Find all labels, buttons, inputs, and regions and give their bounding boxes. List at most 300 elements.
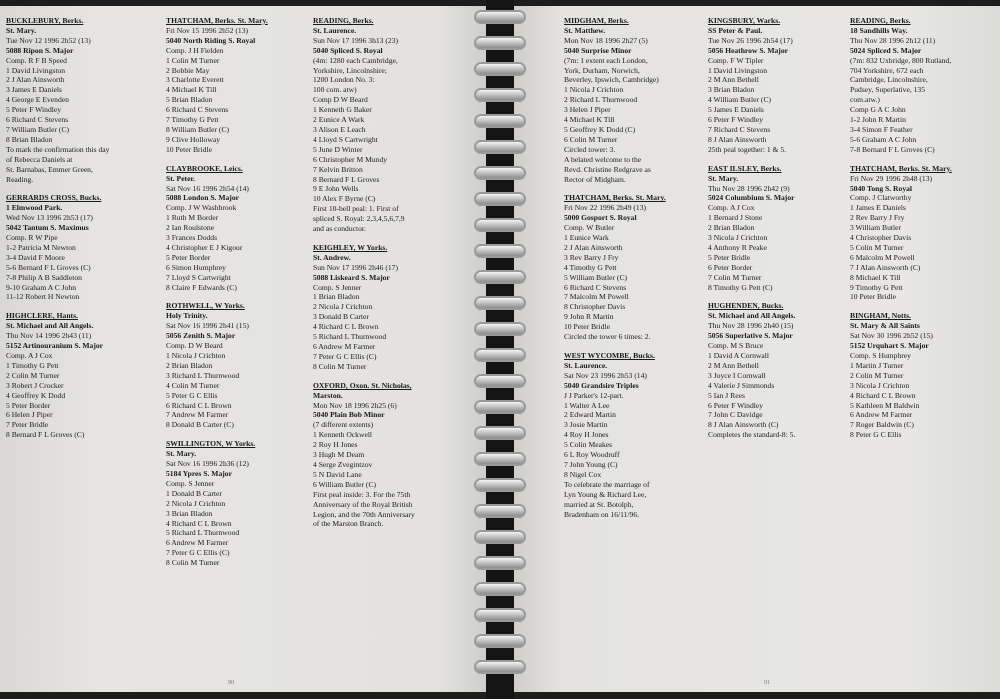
peal-line: Comp. S Jenner xyxy=(166,478,215,488)
peal-place: ROTHWELL, W Yorks. xyxy=(166,301,245,311)
binding-coil xyxy=(474,296,526,310)
peal-line: 8 William Butler (C) xyxy=(166,124,230,134)
peal-line: 3 Brian Bladon xyxy=(708,85,755,95)
peal-line: Comp. R W Pipe xyxy=(6,233,58,243)
peal-date: Mon Nov 18 1996 2h25 (6) xyxy=(313,400,397,410)
peal-entry xyxy=(850,164,1000,303)
peal-line: Rector of Midgham. xyxy=(564,174,626,184)
binding-coil xyxy=(474,478,526,492)
binding-coil xyxy=(474,192,526,206)
peal-dedication: St. Mary & All Saints xyxy=(850,321,920,331)
peal-place: OXFORD, Oxon. St. Nicholas, xyxy=(313,380,412,390)
peal-line: 6 Andrew M Farmer xyxy=(313,342,376,351)
peal-dedication: St. Mary. xyxy=(166,449,197,459)
peal-date: Fri Nov 29 1996 2h48 (13) xyxy=(850,173,933,183)
right-page xyxy=(514,6,1000,692)
peal-line: 5 Peter Border xyxy=(166,252,211,262)
peal-date: Sat Nov 16 1996 2h36 (12) xyxy=(166,459,249,469)
peal-method: 5024 Spliced S. Major xyxy=(850,45,922,55)
peal-place: THATCHAM, Berks. St. Mary. xyxy=(166,16,268,25)
binding-coil xyxy=(474,660,526,674)
peal-line: 5 Peter G C Ellis xyxy=(166,390,218,400)
binding-coil xyxy=(474,452,526,466)
peal-line: A belated welcome to the xyxy=(564,154,642,164)
peal-method: 5040 Grandsire Triples xyxy=(564,380,639,390)
peal-line: 5 Colin M Turner xyxy=(850,242,904,252)
peal-line: 6 Andrew M Farmer xyxy=(166,538,229,548)
peal-method: 5184 Ypres S. Major xyxy=(166,468,232,478)
peal-line: To celebrate the marriage of xyxy=(564,479,650,489)
peal-line: Comp. A J Cox xyxy=(6,351,53,360)
peal-line: 3 William Butler xyxy=(850,223,902,233)
peal-line: 1 Martin J Turner xyxy=(850,360,904,370)
binding-coil xyxy=(474,582,526,596)
peal-line: 7 Peter Bridle xyxy=(6,420,49,430)
peal-line: 3-4 David F Moore xyxy=(6,252,65,262)
binding-coil xyxy=(474,322,526,336)
peal-place: MIDGHAM, Berks. xyxy=(564,16,629,25)
peal-line: 5 Peter F Windley xyxy=(6,105,62,115)
binding-coil xyxy=(474,270,526,284)
peal-line: 7 Andrew M Farmer xyxy=(166,410,229,420)
peal-line: 7 William Butler (C) xyxy=(6,124,70,134)
peal-place: CLAYBROOKE, Leics. xyxy=(166,163,243,173)
peal-line: 5-6 Graham A C John xyxy=(850,134,917,144)
right-columns xyxy=(514,16,1000,672)
peal-line: York, Durham, Norwich, xyxy=(564,65,640,75)
peal-line: Lyn Young & Richard Lee, xyxy=(564,489,647,499)
peal-line: 4 Michael K Till xyxy=(166,85,217,95)
peal-line: 1 Colin M Turner xyxy=(166,55,220,65)
peal-line: 1-2 Patricia M Newton xyxy=(6,242,76,252)
peal-dedication: St. Mary. xyxy=(6,25,37,35)
peal-line: 5 N David Lane xyxy=(313,469,362,479)
peal-line: (7m: 832 Uxbridge, 800 Rutland, xyxy=(850,55,952,65)
peal-line: 8 Bernard F L Groves xyxy=(313,174,380,184)
peal-date: Tue Nov 26 1996 2h54 (17) xyxy=(708,35,793,45)
peal-line: 6 L Roy Woodruff xyxy=(564,450,620,460)
peal-method: 5040 Plain Bob Minor xyxy=(313,410,385,420)
binding-coil xyxy=(474,88,526,102)
peal-line: 6 Peter Border xyxy=(708,262,753,272)
peal-line: 5 Richard L Thurnwood xyxy=(313,332,387,342)
peal-line: Comp D W Beard xyxy=(313,95,368,105)
peal-line: 1 Nicola J Crichton xyxy=(166,351,226,360)
peal-line: 4 Timothy G Pett xyxy=(564,262,617,272)
peal-line: 2 M Ann Bethell xyxy=(708,75,759,85)
peal-line: 10 Alex F Byrne (C) xyxy=(313,194,376,204)
peal-line: 10 Peter Bridle xyxy=(850,292,896,302)
peal-line: 5 Kathleen M Baldwin xyxy=(850,400,920,410)
right-column-1 xyxy=(564,16,714,528)
peal-line: spliced S. Royal: 2,3,4,5,6,7,9 xyxy=(313,214,405,224)
right-page-number: 91 xyxy=(764,680,770,686)
peal-line: 4 Christopher Davis xyxy=(850,233,912,243)
peal-date: Fri Nov 15 1996 2h52 (13) xyxy=(166,25,249,35)
right-column-2 xyxy=(708,16,858,449)
peal-place: KINGSBURY, Warks. xyxy=(708,16,781,25)
peal-line: (4m: 1280 each Cambridge, xyxy=(313,55,398,65)
peal-line: married at St. Botolph, xyxy=(564,499,634,509)
peal-line: com.atw.) xyxy=(850,95,880,105)
peal-line: 2 Eunice A Wark xyxy=(313,115,365,125)
peal-line: 1 Kenneth G Baker xyxy=(313,105,372,115)
peal-line: Comp. R F B Speed xyxy=(6,55,67,65)
peal-dedication: 18 Sandhills Way. xyxy=(850,25,908,35)
peal-line: 7-8 Philip A B Saddleton xyxy=(6,272,82,282)
peal-line: 11-12 Robert H Newton xyxy=(6,292,80,302)
peal-line: 2 Nicola J Crichton xyxy=(166,498,226,508)
binding-coil xyxy=(474,608,526,622)
binding-coil xyxy=(474,400,526,414)
peal-line: 5 June D Winter xyxy=(313,144,363,154)
peal-line: 3 Josie Martin xyxy=(564,420,608,430)
peal-entry xyxy=(708,164,858,293)
peal-method: 5040 Tong S. Royal xyxy=(850,183,913,193)
peal-line: 3 Helen J Piper xyxy=(564,105,611,115)
peal-line: 4 Lloyd S Cartwright xyxy=(313,134,378,144)
binding-coil xyxy=(474,504,526,518)
peal-dedication: St. Andrew. xyxy=(313,252,351,262)
peal-line: 5 Geoffrey K Dodd (C) xyxy=(564,124,636,134)
peal-line: 2 Rev Barry J Fry xyxy=(850,213,905,223)
peal-line: 2 Colin M Turner xyxy=(850,370,904,380)
peal-line: 2 M Ann Bethell xyxy=(708,360,759,370)
peal-entry xyxy=(166,301,316,430)
peal-place: WEST WYCOMBE, Bucks. xyxy=(564,351,655,360)
peal-line: 1 David Livingston xyxy=(6,65,66,75)
peal-date: Sat Nov 16 1996 2h41 (15) xyxy=(166,321,249,331)
binding-coil xyxy=(474,348,526,362)
peal-line: 5 Colin Meakes xyxy=(564,440,613,450)
peal-line: 9-10 Graham A C John xyxy=(6,282,77,292)
peal-line: Comp. A J Cox xyxy=(708,203,755,213)
peal-line: 9 E John Wells xyxy=(313,184,359,194)
peal-line: 8 Christopher Davis xyxy=(564,302,626,312)
peal-place: THATCHAM, Berks. St. Mary. xyxy=(850,163,952,173)
peal-line: 6 Colin M Turner xyxy=(564,134,618,144)
left-column-3 xyxy=(313,16,463,538)
peal-place: BINGHAM, Notts. xyxy=(850,311,911,321)
peal-date: Fri Nov 22 1996 2h49 (13) xyxy=(564,203,647,213)
peal-line: 1 James E Daniels xyxy=(850,203,906,213)
binding-coil xyxy=(474,530,526,544)
binding-coil xyxy=(474,244,526,258)
peal-dedication: SS Peter & Paul. xyxy=(708,25,763,35)
peal-line: 1200 London No. 3: xyxy=(313,75,375,85)
peal-line: 7 J Alan Ainsworth (C) xyxy=(850,262,921,272)
peal-line: 3 Hugh M Deam xyxy=(313,450,365,460)
peal-line: 6 Richard C L Brown xyxy=(166,400,232,410)
peal-entry xyxy=(708,301,858,440)
peal-date: Thu Nov 28 1996 2h12 (11) xyxy=(850,35,936,45)
peal-line: 3 Richard L Thurnwood xyxy=(166,370,240,380)
peal-line: Reading. xyxy=(6,174,34,184)
peal-method: 5024 Columbium S. Major xyxy=(708,193,795,203)
peal-method: 5040 Surprise Minor xyxy=(564,45,632,55)
peal-line: Comp. F W Tipler xyxy=(708,55,764,65)
peal-dedication: 1 Elmwood Park. xyxy=(6,203,63,213)
peal-dedication: St. Laurence. xyxy=(313,25,357,35)
peal-date: Sun Nov 17 1996 2h46 (17) xyxy=(313,262,399,272)
peal-line: Comp. D W Beard xyxy=(166,341,223,351)
peal-line: 1-2 John R Martin xyxy=(850,115,906,125)
peal-entry xyxy=(313,243,463,372)
right-column-3 xyxy=(850,16,1000,449)
peal-method: 5056 Zenith S. Major xyxy=(166,331,236,341)
peal-line: 3 Donald B Carter xyxy=(313,312,369,322)
binding-coil xyxy=(474,140,526,154)
peal-line: 9 Clive Holloway xyxy=(166,134,220,144)
peal-dedication: St. Michael and All Angels. xyxy=(6,321,94,331)
peal-line: 5 Peter Bridle xyxy=(708,252,751,262)
peal-line: 3 Nicola J Crichton xyxy=(850,380,910,390)
peal-method: 5000 Gosport S. Royal xyxy=(564,213,637,223)
peal-line: 1 Nicola J Crichton xyxy=(564,85,624,95)
peal-entry xyxy=(313,16,463,234)
peal-dedication: Holy Trinity. xyxy=(166,311,208,321)
peal-entry xyxy=(564,16,714,184)
peal-line: 1 Kenneth Ockwell xyxy=(313,430,373,440)
peal-line: Comp. W Butler xyxy=(564,223,615,233)
peal-line: (7 different extents) xyxy=(313,420,374,430)
peal-date: Thu Nov 14 1996 2h43 (11) xyxy=(6,331,92,341)
peal-entry xyxy=(850,311,1000,440)
peal-line: 3 Alison E Leach xyxy=(313,124,366,134)
peal-line: (7m: 1 extent each London, xyxy=(564,55,648,65)
peal-line: 10 Peter Bridle xyxy=(564,322,610,332)
peal-line: 7 John Young (C) xyxy=(564,459,618,469)
peal-line: Cambridge, Lincolnshire, xyxy=(850,75,928,85)
peal-line: 10 Peter Bridle xyxy=(166,144,212,154)
peal-line: First peal inside: 3. For the 75th xyxy=(313,489,411,499)
peal-line: 2 Colin M Turner xyxy=(6,370,60,380)
peal-entry xyxy=(850,16,1000,155)
peal-line: 6 Simon Humphrey xyxy=(166,262,226,272)
peal-line: 7 Malcolm M Powell xyxy=(564,292,629,302)
peal-line: 8 Colin M Turner xyxy=(166,558,220,568)
left-column-2 xyxy=(166,16,316,577)
peal-line: Anniversary of the Royal British xyxy=(313,499,413,509)
peal-line: 6 Helen J Piper xyxy=(6,410,53,420)
peal-line: 1 Bernard J Stone xyxy=(708,213,763,223)
peal-line: 1 Timothy G Pett xyxy=(6,360,59,370)
left-column-1 xyxy=(6,16,156,449)
peal-entry xyxy=(166,164,316,293)
peal-method: 5152 Artinouranium S. Major xyxy=(6,341,104,351)
peal-line: 2 Brian Bladon xyxy=(166,360,213,370)
peal-place: HIGHCLERE, Hants. xyxy=(6,311,78,321)
peal-line: 8 Colin M Turner xyxy=(313,361,367,371)
binding-coil xyxy=(474,36,526,50)
peal-line: 1 Ruth M Border xyxy=(166,213,219,223)
peal-line: 1 David Livingston xyxy=(708,65,768,75)
binding-coil xyxy=(474,634,526,648)
peal-line: 7 Richard C Stevens xyxy=(708,124,771,134)
peal-place: SWILLINGTON, W Yorks. xyxy=(166,439,256,449)
peal-line: 5 William Butler (C) xyxy=(564,272,628,282)
peal-line: 4 Serge Zvegintzov xyxy=(313,459,373,469)
peal-line: Pudsey, Superlative, 135 xyxy=(850,85,926,95)
peal-line: 8 Michael K Till xyxy=(850,272,901,282)
peal-line: Completes the standard-8: 5. xyxy=(708,430,796,440)
peal-entry xyxy=(166,439,316,568)
peal-line: 2 Bobbie May xyxy=(166,65,210,75)
peal-line: 2 Roy H Jones xyxy=(313,440,358,450)
peal-method: 5088 Liskeard S. Major xyxy=(313,272,390,282)
peal-date: Sun Nov 17 1996 3h13 (23) xyxy=(313,35,399,45)
peal-date: Thu Nov 28 1996 2h40 (15) xyxy=(708,321,794,331)
peal-line: Comp. M S Bruce xyxy=(708,341,764,351)
peal-date: Tue Nov 12 1996 2h52 (13) xyxy=(6,35,91,45)
peal-line: 3 Frances Dodds xyxy=(166,233,218,243)
peal-line: 5 James E Daniels xyxy=(708,105,764,115)
peal-line: 6 Christopher M Mundy xyxy=(313,154,388,164)
peal-line: 7 Colin M Turner xyxy=(708,272,762,282)
peal-line: 3 Nicola J Crichton xyxy=(708,233,768,243)
peal-entry xyxy=(6,16,156,184)
binding-coil xyxy=(474,62,526,76)
peal-line: 2 Nicola J Crichton xyxy=(313,302,373,312)
left-columns xyxy=(0,16,486,672)
peal-date: Sat Nov 30 1996 2h52 (15) xyxy=(850,331,933,341)
peal-entry xyxy=(313,381,463,530)
peal-line: 4 Richard C L Brown xyxy=(850,390,916,400)
peal-line: 6 Peter F Windley xyxy=(708,115,764,125)
peal-dedication: St. Matthew. xyxy=(564,25,606,35)
peal-line: 3 James E Daniels xyxy=(6,85,62,95)
peal-entry xyxy=(6,193,156,302)
peal-line: 2 Edward Martin xyxy=(564,410,616,420)
peal-line: Beverley, Ipswich, Cambridge) xyxy=(564,75,659,85)
peal-line: 4 George E Evenden xyxy=(6,95,69,105)
peal-place: BUCKLEBURY, Berks. xyxy=(6,16,84,25)
peal-line: 8 J Alan Ainsworth (C) xyxy=(708,420,779,430)
peal-method: 5042 Tantum S. Maximus xyxy=(6,223,89,233)
peal-line: 7-8 Bernard F L Groves (C) xyxy=(850,144,935,154)
peal-line: J J Parker's 12-part. xyxy=(564,390,624,400)
peal-line: 9 John R Martin xyxy=(564,312,614,322)
peal-line: 4 Richard C L Brown xyxy=(313,322,379,332)
peal-line: 2 Richard L Thurnwood xyxy=(564,95,638,105)
peal-line: 3-4 Simon F Feather xyxy=(850,124,913,134)
peal-entry xyxy=(6,311,156,440)
binding-coil xyxy=(474,374,526,388)
peal-line: 4 Anthony R Peake xyxy=(708,242,767,252)
peal-line: 1 Brian Bladon xyxy=(313,292,360,302)
peal-line: Comp. J W Washbrook xyxy=(166,203,237,213)
peal-line: 5 Brian Bladon xyxy=(166,95,213,105)
peal-line: 6 Richard C Stevens xyxy=(166,105,229,115)
peal-line: 3 Charlotte Everett xyxy=(166,75,224,85)
peal-line: First 10-bell peal: 1. First of xyxy=(313,204,399,214)
peal-line: 3 Rev Barry J Fry xyxy=(564,252,619,262)
peal-method: 5088 Ripon S. Major xyxy=(6,45,74,55)
peal-method: 5040 Spliced S. Royal xyxy=(313,45,383,55)
peal-line: 7 Lloyd S Cartwright xyxy=(166,272,231,282)
peal-line: 7 Peter G C Ellis (C) xyxy=(166,548,230,558)
peal-line: Comp. S Humphrey xyxy=(850,351,911,360)
peal-dedication: Marston. xyxy=(313,390,343,400)
left-page-number: 90 xyxy=(228,680,234,686)
peal-line: 100 com. atw) xyxy=(313,85,357,95)
peal-line: 1 David A Cornwall xyxy=(708,351,769,360)
peal-line: 6 Malcolm M Powell xyxy=(850,252,915,262)
peal-date: Wed Nov 13 1996 2h53 (17) xyxy=(6,213,93,223)
peal-line: 3 Brian Bladon xyxy=(166,508,213,518)
peal-line: 7 Roger Baldwin (C) xyxy=(850,420,914,430)
peal-place: GERRARDS CROSS, Bucks. xyxy=(6,193,102,203)
peal-method: 5040 North Riding S. Royal xyxy=(166,35,256,45)
peal-entry xyxy=(166,16,316,155)
peal-line: 4 Valerie J Simmonds xyxy=(708,380,775,390)
peal-line: 4 Roy H Jones xyxy=(564,430,609,440)
peal-line: 4 Richard C L Brown xyxy=(166,518,232,528)
peal-place: EAST ILSLEY, Berks. xyxy=(708,163,782,173)
peal-line: 2 J Alan Ainsworth xyxy=(6,75,65,85)
peal-line: 704 Yorkshire, 672 each xyxy=(850,65,924,75)
binding-coil xyxy=(474,10,526,24)
peal-line: 4 Colin M Turner xyxy=(166,380,220,390)
peal-line: Comp. S Jenner xyxy=(313,282,362,292)
peal-line: 7 Timothy G Pett xyxy=(166,115,219,125)
peal-line: 1 Donald B Carter xyxy=(166,488,222,498)
peal-line: 8 J Alan Ainsworth xyxy=(708,134,767,144)
peal-line: 8 Donald B Carter (C) xyxy=(166,420,234,430)
peal-line: 2 J Alan Ainsworth xyxy=(564,242,623,252)
binding-coil xyxy=(474,114,526,128)
peal-dedication: St. Mary. xyxy=(708,173,739,183)
peal-place: KEIGHLEY, W Yorks. xyxy=(313,242,388,252)
peal-date: Sat Nov 16 1996 2h54 (14) xyxy=(166,183,249,193)
peal-line: 8 Timothy G Pett (C) xyxy=(708,282,773,292)
peal-entry xyxy=(564,351,714,519)
peal-line: 7 John C Davidge xyxy=(708,410,763,420)
peal-dedication: St. Michael and All Angels. xyxy=(708,311,796,321)
peal-place: READING, Berks. xyxy=(850,16,911,25)
binding-coil xyxy=(474,426,526,440)
peal-line: 6 Peter F Windley xyxy=(708,400,764,410)
peal-line: 6 William Butler (C) xyxy=(313,479,377,489)
peal-line: 5 Richard L Thurnwood xyxy=(166,528,240,538)
peal-method: 5056 Superlative S. Major xyxy=(708,331,793,341)
peal-line: 4 Christopher E J Kigour xyxy=(166,242,243,252)
peal-date: Sat Nov 23 1996 2h53 (14) xyxy=(564,370,647,380)
peal-method: 5152 Urquhart S. Major xyxy=(850,341,929,351)
peal-line: 8 Nigel Cox xyxy=(564,469,602,479)
peal-line: 3 Joyce I Cornwall xyxy=(708,370,766,380)
peal-line: of the Marston Branch. xyxy=(313,519,384,529)
peal-line: 4 Michael K Till xyxy=(564,115,615,125)
peal-line: 4 William Butler (C) xyxy=(708,95,772,105)
peal-line: Circled the tower 6 times: 2. xyxy=(564,332,651,342)
peal-line: 8 Peter G C Ellis xyxy=(850,430,902,440)
peal-dedication: St. Peter. xyxy=(166,173,196,183)
peal-line: 8 Bernard F L Groves (C) xyxy=(6,430,85,440)
peal-line: 2 Brian Bladon xyxy=(708,223,755,233)
binding-coil xyxy=(474,218,526,232)
peal-date: Mon Nov 18 1996 2h27 (5) xyxy=(564,35,648,45)
peal-place: READING, Berks. xyxy=(313,16,374,25)
left-page xyxy=(0,6,486,692)
peal-line: 3 Robert J Crocker xyxy=(6,380,64,390)
peal-line: 8 Claire F Edwards (C) xyxy=(166,282,237,292)
peal-line: 6 Richard C Stevens xyxy=(564,282,627,292)
peal-line: 5 Peter Border xyxy=(6,400,51,410)
binding-coil xyxy=(474,166,526,180)
peal-line: Comp. J H Fielden xyxy=(166,45,224,55)
peal-line: 4 Geoffrey K Dodd xyxy=(6,390,66,400)
